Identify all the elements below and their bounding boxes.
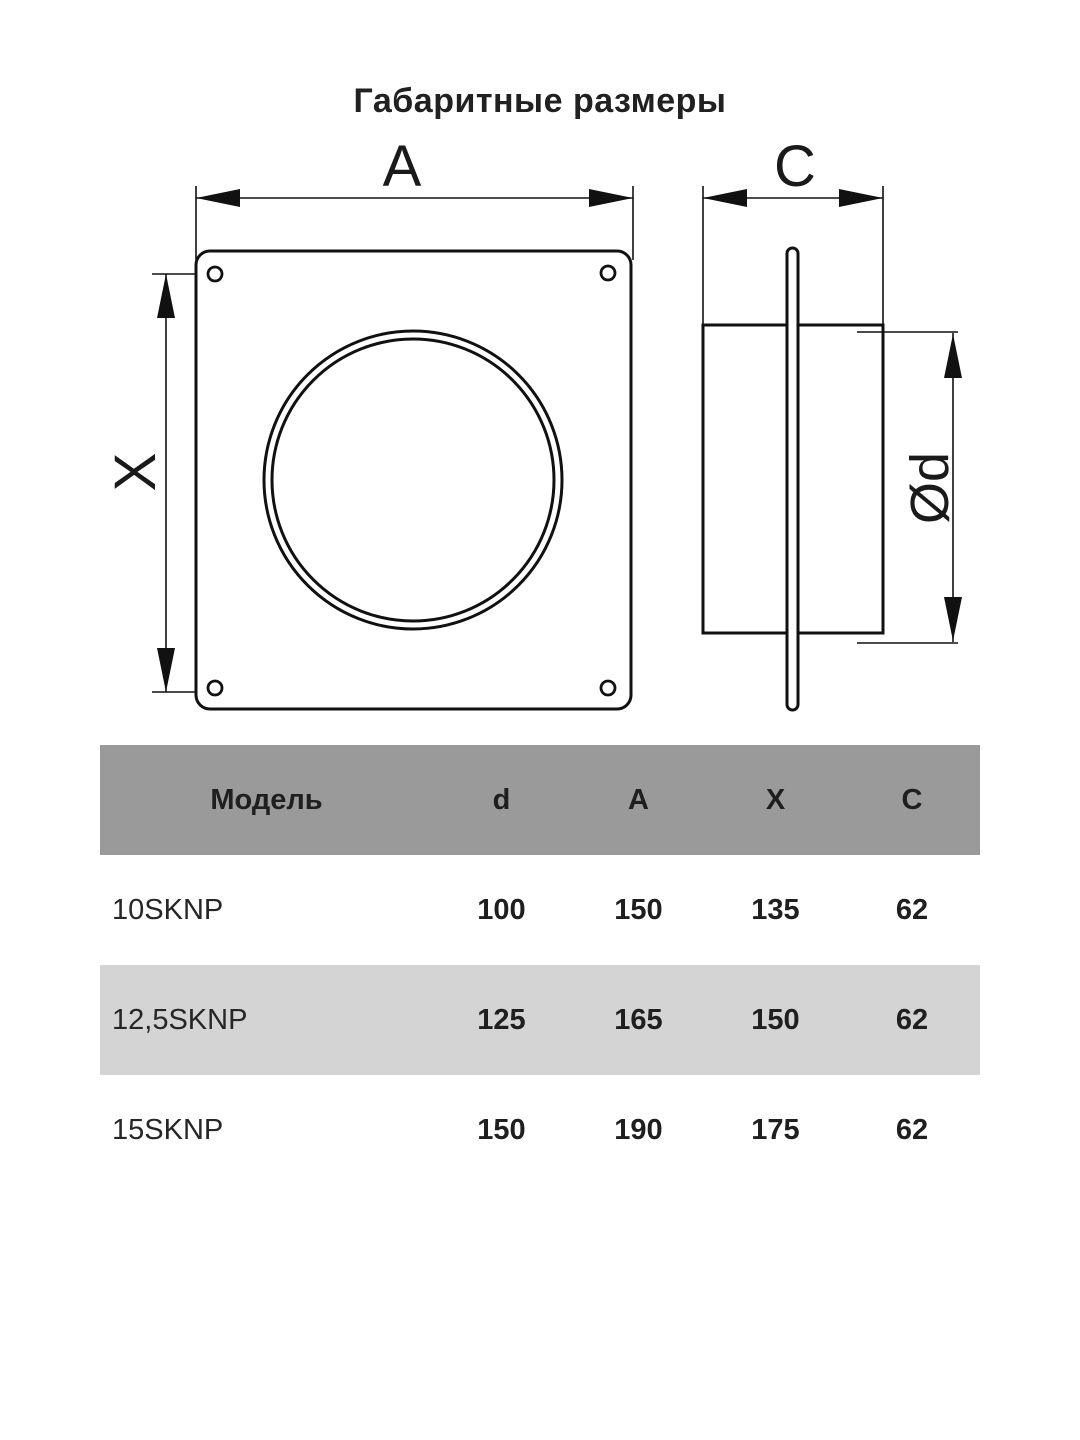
value-d: 125: [477, 1003, 526, 1036]
value-d: 100: [477, 893, 526, 926]
arrowhead-right-icon: [589, 189, 633, 207]
dimension-label-diameter: Ød: [900, 451, 960, 525]
value-a: 150: [614, 893, 663, 926]
table-header-row: [100, 745, 980, 855]
arrowhead-down-icon: [157, 648, 175, 692]
value-c: 62: [895, 1113, 929, 1146]
col-header-x: X: [765, 783, 786, 816]
col-header-a: A: [628, 783, 649, 816]
dimension-label-X: X: [103, 452, 168, 492]
dimension-label-C: C: [774, 134, 816, 199]
flange-plate-edge: [787, 248, 798, 710]
value-a: 165: [614, 1003, 663, 1036]
arrowhead-down-icon: [944, 597, 962, 641]
value-c: 62: [895, 893, 929, 926]
table-row: [100, 1075, 980, 1185]
model-name: 10SKNP: [112, 893, 224, 926]
arrowhead-right-icon: [839, 189, 883, 207]
col-header-d: d: [492, 783, 511, 816]
value-x: 135: [751, 893, 800, 926]
value-a: 190: [614, 1113, 663, 1146]
dimension-label-A: A: [382, 134, 422, 199]
value-c: 62: [895, 1003, 929, 1036]
value-x: 175: [751, 1113, 800, 1146]
col-header-model: Модель: [210, 783, 323, 816]
arrowhead-up-icon: [944, 334, 962, 378]
value-x: 150: [751, 1003, 800, 1036]
model-name: 12,5SKNP: [112, 1003, 248, 1036]
front-view: [103, 134, 633, 709]
side-view: [703, 134, 962, 710]
arrowhead-up-icon: [157, 274, 175, 318]
arrowhead-left-icon: [196, 189, 240, 207]
value-d: 150: [477, 1113, 526, 1146]
table-row: [100, 965, 980, 1075]
arrowhead-left-icon: [703, 189, 747, 207]
col-header-c: C: [901, 783, 923, 816]
mounting-plate-outline: [196, 251, 631, 709]
dimensions-table: [100, 745, 980, 1185]
page-title: Габаритные размеры: [353, 82, 727, 120]
table-row: [100, 855, 980, 965]
model-name: 15SKNP: [112, 1113, 224, 1146]
